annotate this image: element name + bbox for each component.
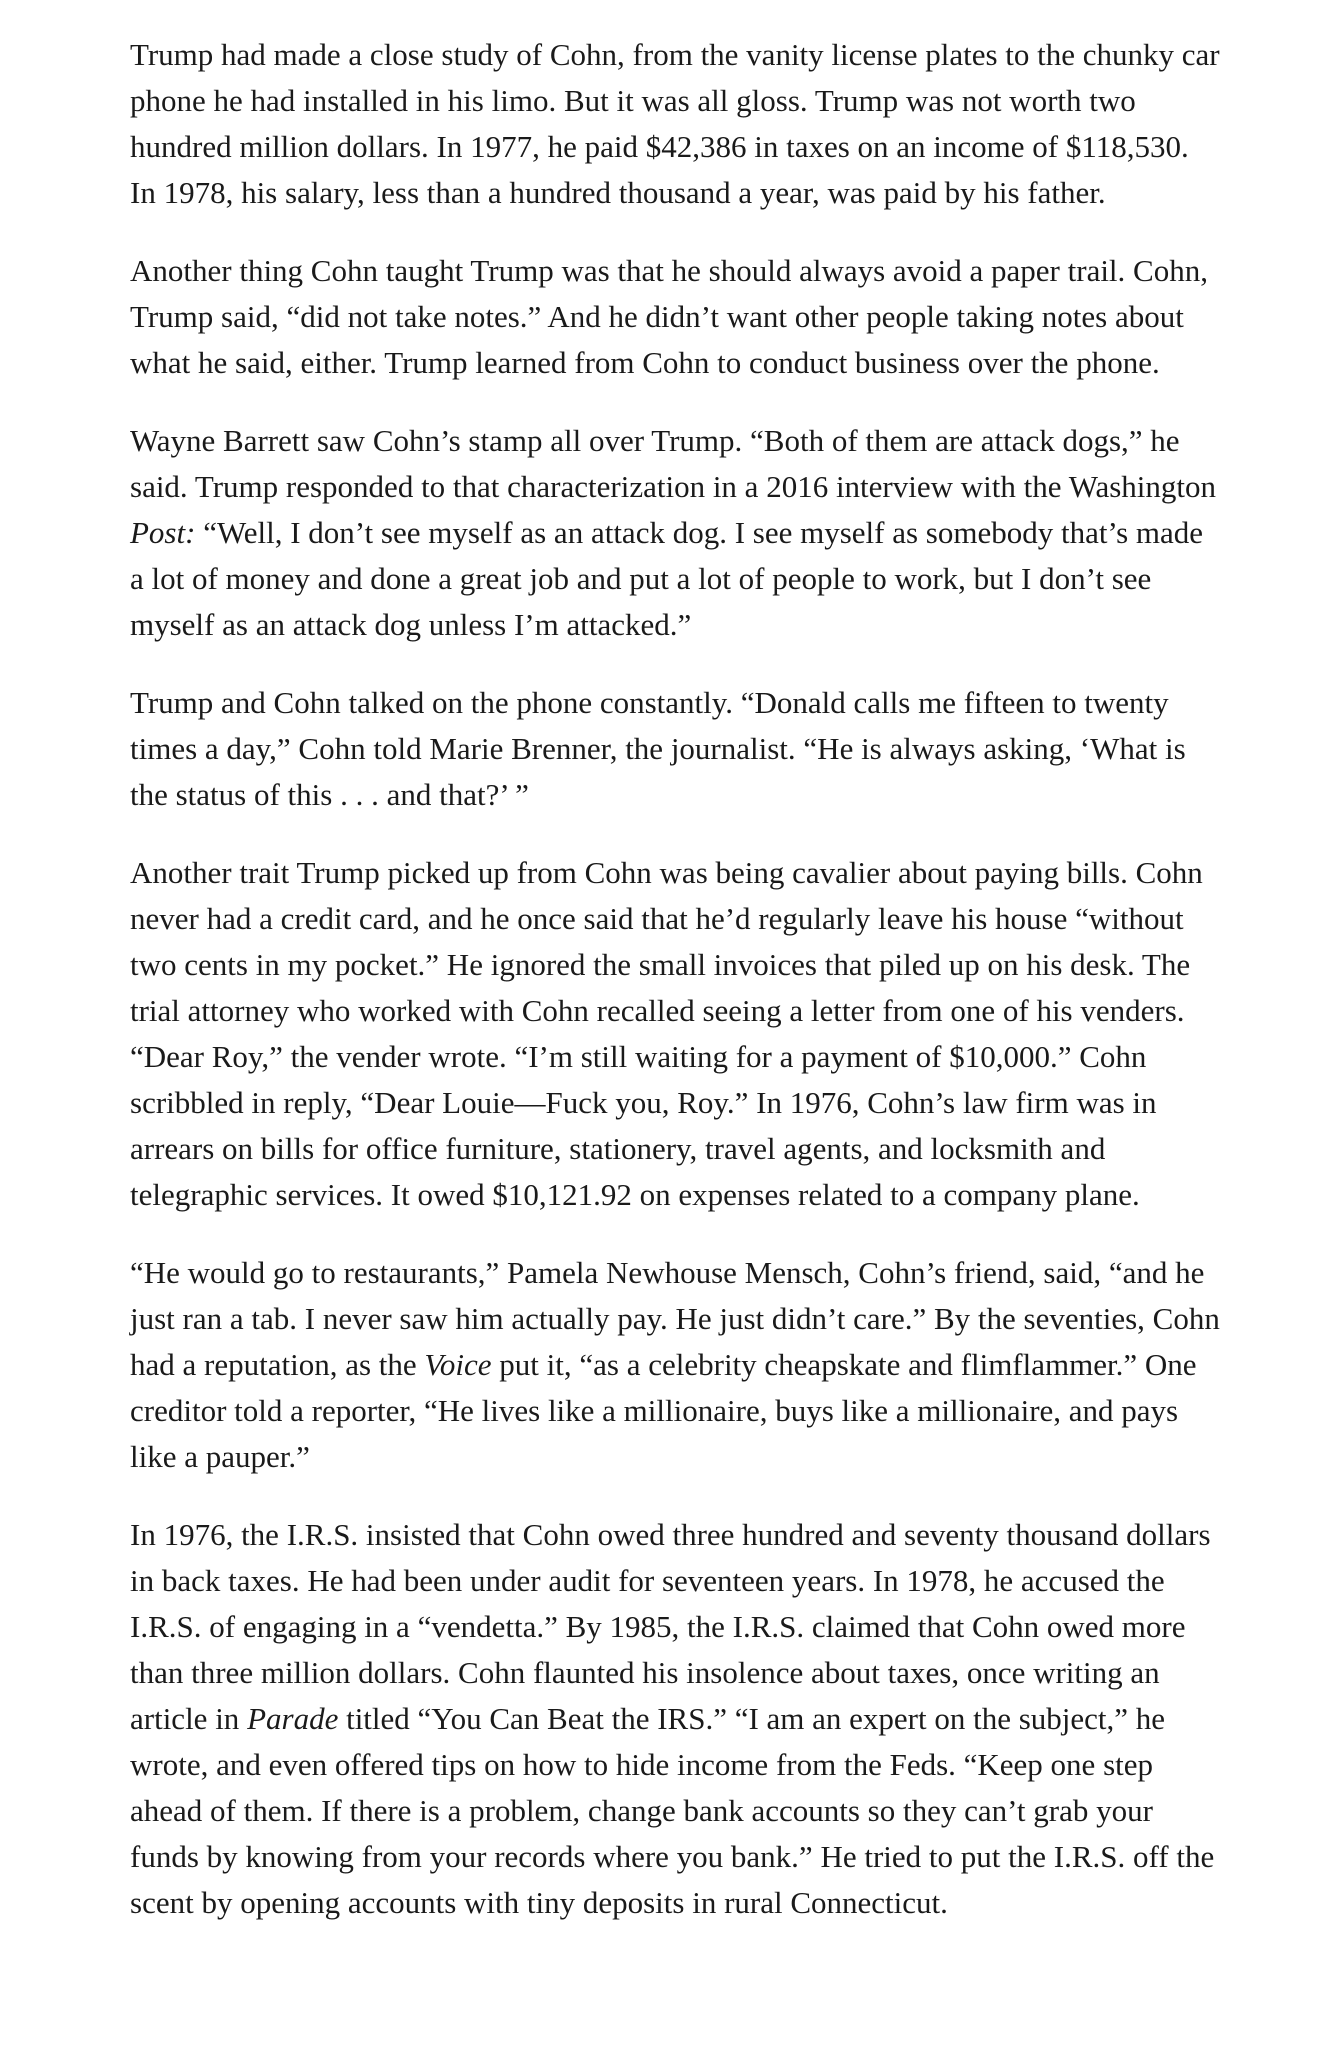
paragraph-text: “Well, I don’t see myself as an attack dog. I see myself as somebody that’s made a lot of money and done a great job and put a lot of people to work, but I don’t see myself as an attack dog unless I’m attacked.”	[130, 515, 1204, 642]
paragraph-6	[130, 1250, 1220, 1480]
paragraph-text: Trump had made a close study of Cohn, from the vanity license plates to the chunky car phone he had installed in his limo. But it was all gloss. Trump was not worth two hundred million dollars. In 1977, he paid $42,386 in taxes on an income of $118,530. In 1978, his salary, less than a hundred thousand a year, was paid by his father.	[130, 37, 1220, 210]
paragraph-text: Another thing Cohn taught Trump was that he should always avoid a paper trail. Cohn, Trump said, “did not take notes.” And he didn’t want other people taking notes about what he said, either. Trump learned from Cohn to conduct business over the phone.	[130, 253, 1208, 380]
paragraph-text: Another trait Trump picked up from Cohn was being cavalier about paying bills. Cohn never had a credit card, and he once said that he’d regularly leave his house “without two cents in my pocket.” He ignored the small invoices that piled up on his desk. The trial attorney who worked with Cohn recalled seeing a letter from one of his venders. “Dear Roy,” the vender wrote. “I’m still waiting for a payment of $10,000.” Cohn scribbled in reply, “Dear Louie—Fuck you, Roy.” In 1976, Cohn’s law firm was in arrears on bills for office furniture, stationery, travel agents, and locksmith and telegraphic services. It owed $10,121.92 on expenses related to a company plane.	[130, 855, 1203, 1212]
paragraph-text: titled “You Can Beat the IRS.” “I am an expert on the subject,” he wrote, and even offered tips on how to hide income from the Feds. “Keep one step ahead of them. If there is a problem, change bank accounts so they can’t grab your funds by knowing from your records where you bank.” He tried to put the I.R.S. off the scent by opening accounts with tiny deposits in rural Connecticut.	[130, 1701, 1215, 1920]
paragraph-text: In 1976, the I.R.S. insisted that Cohn owed three hundred and seventy thousand dollars in back taxes. He had been under audit for seventeen years. In 1978, he accused the I.R.S. of engaging in a “vendetta.” By 1985, the I.R.S. claimed that Cohn owed more than three million dollars. Cohn flaunted his insolence about taxes, once writing an article in	[130, 1517, 1211, 1736]
paragraph-text: put it, “as a celebrity cheapskate and flimflammer.” One creditor told a reporter, “He lives like a millionaire, buys like a millionaire, and pays like a pauper.”	[130, 1347, 1197, 1474]
paragraph-text: Trump and Cohn talked on the phone constantly. “Donald calls me fifteen to twenty times a day,” Cohn told Marie Brenner, the journalist. “He is always asking, ‘What is the status of this . . . and that?’ ”	[130, 685, 1186, 812]
paragraph-3	[130, 418, 1220, 648]
paragraph-2	[130, 248, 1220, 386]
publication-title-italic: Voice	[424, 1347, 492, 1382]
paragraph-5	[130, 850, 1220, 1218]
publication-title-italic: Post:	[130, 515, 196, 550]
publication-title-italic: Parade	[247, 1701, 339, 1736]
paragraph-text: “He would go to restaurants,” Pamela Newhouse Mensch, Cohn’s friend, said, “and he just ran a tab. I never saw him actually pay. He just didn’t care.” By the seventies, Cohn had a reputation, as the	[130, 1255, 1220, 1382]
paragraph-7	[130, 1512, 1220, 1926]
paragraph-text: Wayne Barrett saw Cohn’s stamp all over Trump. “Both of them are attack dogs,” he said. Trump responded to that characterization in a 2016 interview with the Washington	[130, 423, 1217, 504]
paragraph-4	[130, 680, 1220, 818]
paragraph-1	[130, 32, 1220, 216]
article-body	[130, 32, 1220, 1926]
